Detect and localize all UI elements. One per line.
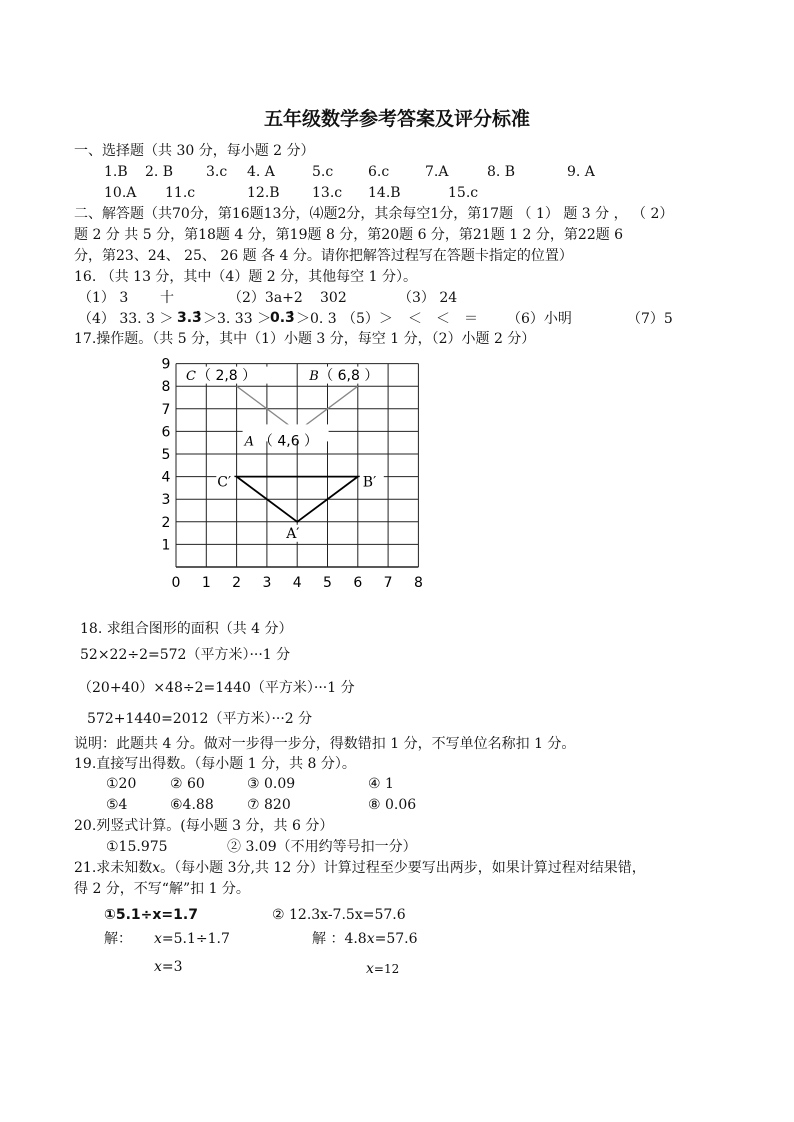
q17-header: 17.操作题。（共 5 分，其中（1）小题 3 分，每空 1 分，（2）小题 2 分） — [74, 331, 536, 347]
q18-step: （20+40）×48÷2=1440（平方米）···1 分 — [78, 680, 355, 696]
answer-item: 2. B — [145, 164, 174, 180]
answer-item: 9. A — [567, 164, 595, 180]
answer-item: ＞0. 3 — [296, 311, 337, 327]
answer-item: （6）小明 — [507, 311, 572, 327]
answer-item: （4） 33. 3 ＞ — [78, 311, 174, 327]
q21-solution-2 — [312, 930, 418, 948]
y-tick-label: 8 — [161, 379, 171, 396]
answer-item: 302 — [320, 290, 347, 306]
answer-item: ＜ — [436, 311, 450, 327]
answer-item: ＝ — [464, 311, 478, 327]
answer-item: 15.c — [448, 185, 479, 201]
x-tick-label: 7 — [383, 575, 393, 591]
q18-step: 572+1440=2012（平方米）···2 分 — [87, 711, 313, 727]
q16-header: 16. （共 13 分，其中（4）题 2 分，其他每空 1 分）。 — [74, 269, 417, 285]
answer-item: （7）5 — [627, 311, 673, 327]
x-tick-label: 4 — [292, 575, 302, 591]
q21-problem-2: ② 12.3x-7.5x=57.6 — [272, 907, 406, 923]
answer-item: （5）＞ — [342, 311, 393, 327]
answer-item: （1） 3 — [78, 290, 129, 306]
equation: =57.6 — [374, 931, 418, 947]
x-tick-label: 2 — [232, 575, 242, 591]
answer-item: ③ 0.09 — [247, 776, 296, 792]
section-2-line: 二、解答题（共70分，第16题13分，⑷题2分，其余每空1分，第17题 （ 1） 题 3 分 ， （ 2） — [74, 206, 674, 222]
y-tick-label: 3 — [161, 492, 171, 509]
answer-item: 3.c — [206, 164, 228, 180]
unknown-x: x — [154, 931, 162, 947]
answer-item: 6.c — [368, 164, 390, 180]
answer-item: ⑧ 0.06 — [368, 797, 417, 813]
y-tick-label: 7 — [161, 401, 171, 418]
unknown-x: x — [366, 961, 374, 977]
point-a-coordinate: （ 4,6 ） — [258, 433, 319, 450]
x-tick-label: 5 — [323, 575, 332, 591]
coordinate-grid — [148, 353, 428, 591]
q21-header-rest: 。（每小题 3分,共 12 分）计算过程至少要写出两步，如果计算过程对结果错， — [160, 860, 646, 876]
y-tick-label: 1 — [161, 537, 171, 554]
q21-answer-2 — [366, 960, 399, 978]
q21-header — [74, 859, 646, 877]
y-tick-label: 9 — [161, 356, 171, 373]
answer-value: =12 — [373, 962, 400, 976]
answer-item: 十 — [160, 290, 174, 306]
page-title: 五年级数学参考答案及评分标准 — [263, 108, 530, 130]
q20-header: 20.列竖式计算。(每小题 3 分，共 6 分） — [74, 818, 334, 834]
answer-item: ①20 — [106, 776, 137, 792]
point-b-label-coordinate: （ 6,8 ） — [319, 367, 379, 384]
answer-item: ⑤4 — [106, 797, 128, 813]
answer-item: 12.B — [247, 185, 280, 201]
equation: =5.1÷1.7 — [161, 931, 230, 947]
answer-item: 10.A — [104, 185, 137, 201]
answer-item: ⑥4.88 — [170, 797, 214, 813]
y-tick-label: 4 — [161, 469, 171, 486]
answer-item: ④ 1 — [368, 776, 394, 792]
y-tick-label: 6 — [161, 424, 171, 441]
answer-item: 7.A — [425, 164, 449, 180]
point-b-label: B — [309, 368, 319, 384]
section-1-header: 一、选择题（共 30 分，每小题 2 分） — [74, 143, 315, 159]
q21-problem-1: ①5.1÷x=1.7 — [104, 907, 198, 923]
answer-item: 8. B — [487, 164, 516, 180]
answer-item: ①15.975 — [106, 839, 168, 855]
coordinate-grid-svg — [148, 353, 428, 591]
x-tick-label: 6 — [353, 575, 363, 591]
answer-item: 14.B — [368, 185, 401, 201]
x-tick-label: 0 — [171, 575, 181, 591]
point-c-label: C — [186, 368, 196, 384]
answer-item: （2）3a+2 — [228, 290, 303, 306]
q19-header: 19.直接写出得数。（每小题 1 分，共 8 分）。 — [74, 756, 356, 772]
answer-item: 4. A — [247, 164, 275, 180]
q21-header-prefix: 21.求未知数 — [74, 860, 153, 876]
x-tick-label: 3 — [262, 575, 272, 591]
q21-solution-1 — [104, 930, 230, 948]
y-tick-label: 2 — [161, 514, 171, 531]
q21-answer-1 — [154, 958, 183, 976]
point-a-prime-label: A′ — [286, 525, 300, 542]
answer-item: 1.B — [104, 164, 128, 180]
q18-note: 说明：此题共 4 分。做对一步得一步分，得数错扣 1 分，不写单位名称扣 1 分。 — [74, 736, 576, 752]
x-tick-label: 1 — [201, 575, 211, 591]
jie-label: 解 ：4.8 — [312, 931, 367, 947]
jie-label: 解： — [104, 931, 132, 947]
answer-item: 3.3̇ — [177, 310, 202, 326]
x-tick-label: 8 — [413, 575, 423, 591]
section-2-line: 题 2 分 共 5 分，第18题 4 分，第19题 8 分，第20题 6 分，第21题 1 2 分，第22题 6 — [74, 227, 624, 243]
point-a-label: A — [244, 434, 254, 450]
answer-item: 5.c — [312, 164, 334, 180]
answer-item: （3） 24 — [398, 290, 458, 306]
point-b-prime-label: B′ — [362, 474, 377, 491]
answer-item: ＞3. 33 ＞ — [203, 311, 272, 327]
unknown-x: x — [152, 860, 161, 876]
q18-header: 18. 求组合图形的面积（共 4 分） — [80, 621, 293, 637]
answer-item: 13.c — [312, 185, 343, 201]
y-tick-label: 5 — [161, 447, 171, 463]
unknown-x: x — [366, 931, 375, 947]
answer-item: 0.3̇ — [270, 310, 295, 326]
answer-value: =3 — [161, 959, 183, 975]
q18-step: 52×22÷2=572（平方米）···1 分 — [80, 647, 291, 663]
answer-item: ＜ — [408, 311, 422, 327]
section-2-line: 分，第23、24、 25、 26 题 各 4 分。请你把解答过程写在答题卡指定的位置） — [74, 248, 573, 264]
answer-item: ② 3.09（不用约等号扣一分） — [227, 839, 417, 855]
answer-item: 11.c — [165, 185, 196, 201]
point-c-prime-label: C′ — [217, 474, 232, 491]
answer-item: ⑦ 820 — [247, 797, 291, 813]
answer-item: ② 60 — [170, 776, 205, 792]
point-c-coordinate: （ 2,8 ） — [197, 367, 257, 384]
unknown-x: x — [154, 959, 162, 975]
q21-line-2: 得 2 分，不写“解”扣 1 分。 — [74, 881, 250, 897]
